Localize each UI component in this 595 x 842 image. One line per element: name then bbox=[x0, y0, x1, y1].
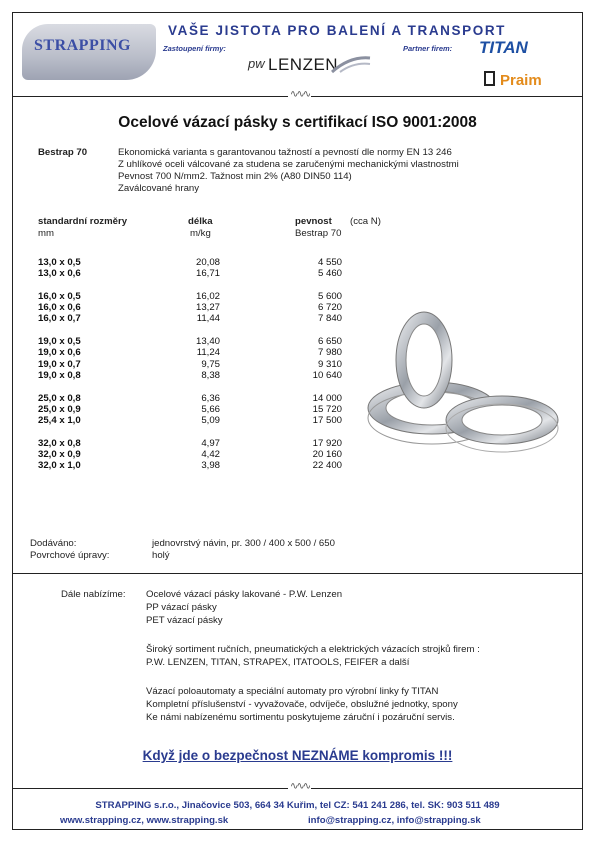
lenzen-logo: LENZEN bbox=[268, 55, 339, 74]
length-cell: 4,97 bbox=[201, 437, 220, 449]
length-cell: 16,02 bbox=[195, 291, 220, 302]
offer-automation-line: Ke námi nabízenému sortimentu poskytujeme záruční i pozáruční servis. bbox=[146, 712, 455, 723]
offer-item: PP vázací pásky bbox=[146, 602, 217, 613]
length-cell: 3,98 bbox=[201, 460, 220, 472]
length-cell: 4,42 bbox=[201, 449, 220, 460]
surface-label: Povrchové úpravy: bbox=[30, 550, 110, 561]
length-cell: 20,08 bbox=[195, 257, 220, 268]
strength-cell: 9 310 bbox=[317, 358, 342, 370]
strapping-logo-text: STRAPPING bbox=[34, 37, 131, 54]
length-cell: 16,71 bbox=[195, 268, 220, 280]
surface-value: holý bbox=[152, 550, 170, 561]
length-cell: 5,66 bbox=[201, 403, 220, 415]
divider-ornament-icon: ∿∿∿ bbox=[290, 89, 310, 100]
col-unit-size: mm bbox=[38, 228, 54, 239]
strength-cell: 6 720 bbox=[317, 302, 342, 314]
delivery-label: Dodáváno: bbox=[30, 538, 77, 549]
footer-email-link[interactable]: info@strapping.cz, info@strapping.sk bbox=[308, 815, 481, 826]
strength-cell: 10 640 bbox=[312, 369, 342, 381]
strength-cell: 7 980 bbox=[317, 347, 342, 359]
size-cell: 25,4 x 1,0 bbox=[38, 415, 81, 426]
product-name: Bestrap 70 bbox=[38, 147, 88, 158]
product-desc-line: Z uhlíkové oceli válcované za studena se zaručenými mechanickými vlastnostmi bbox=[118, 159, 459, 170]
strength-cell: 5 460 bbox=[317, 268, 342, 280]
size-cell: 19,0 x 0,8 bbox=[38, 369, 81, 381]
size-cell: 13,0 x 0,5 bbox=[38, 257, 81, 268]
strength-cell: 6 650 bbox=[317, 336, 342, 348]
col-header-strength: pevnost bbox=[295, 216, 332, 227]
offer-automation-line: Kompletní příslušenství - vyvažovače, odvíječe, obslužné jednotky, spony bbox=[146, 699, 458, 710]
size-cell: 32,0 x 1,0 bbox=[38, 460, 81, 472]
strength-cell: 14 000 bbox=[312, 392, 342, 404]
length-cell: 8,38 bbox=[201, 369, 220, 381]
offer-automation-line: Vázací poloautomaty a speciální automaty pro výrobní linky fy TITAN bbox=[146, 686, 439, 697]
offer-item: PET vázací pásky bbox=[146, 615, 223, 626]
offer-item: Ocelové vázací pásky lakované - P.W. Lenzen bbox=[146, 589, 343, 600]
strength-cell: 7 840 bbox=[317, 313, 342, 325]
col-header-length: délka bbox=[188, 216, 213, 227]
page-title: Ocelové vázací pásky s certifikací ISO 9001:2008 bbox=[118, 114, 477, 131]
col-header-size: standardní rozměry bbox=[38, 216, 128, 227]
col-unit-length: m/kg bbox=[190, 228, 211, 239]
titan-logo: TITAN bbox=[479, 38, 528, 57]
col-unit-strength: Bestrap 70 bbox=[295, 228, 342, 239]
footer-address: STRAPPING s.r.o., Jinačovice 503, 664 34 Kuřim, tel CZ: 541 241 286, tel. SK: 903 511 489 bbox=[95, 800, 500, 811]
partner-label: Partner firem: bbox=[403, 44, 453, 53]
size-cell: 19,0 x 0,5 bbox=[38, 336, 81, 348]
section-divider bbox=[12, 573, 583, 574]
strength-cell: 22 400 bbox=[312, 460, 342, 472]
size-cell: 13,0 x 0,6 bbox=[38, 268, 81, 280]
steel-coils-image bbox=[362, 300, 562, 470]
represented-label: Zastoupení firmy: bbox=[163, 44, 226, 53]
strength-cell: 20 160 bbox=[312, 449, 342, 460]
size-cell: 25,0 x 0,8 bbox=[38, 392, 81, 404]
strength-cell: 15 720 bbox=[312, 403, 342, 415]
product-desc-line: Ekonomická varianta s garantovanou tažností a pevností dle normy EN 13 246 bbox=[118, 147, 452, 158]
size-cell: 19,0 x 0,6 bbox=[38, 347, 81, 359]
col-header-strength-unit: (cca N) bbox=[350, 216, 381, 227]
delivery-value: jednovrstvý návin, pr. 300 / 400 x 500 / 650 bbox=[152, 538, 335, 549]
table-row bbox=[0, 257, 595, 268]
length-cell: 11,24 bbox=[196, 347, 220, 359]
product-desc-line: Zaválcované hrany bbox=[118, 183, 200, 194]
size-cell: 25,0 x 0,9 bbox=[38, 403, 81, 415]
size-cell: 32,0 x 0,9 bbox=[38, 449, 81, 460]
offer-tools-line: P.W. LENZEN, TITAN, STRAPEX, ITATOOLS, FEIFER a další bbox=[146, 657, 410, 668]
lenzen-swoosh-icon bbox=[330, 54, 372, 74]
length-cell: 13,27 bbox=[195, 302, 220, 314]
divider-ornament-icon: ∿∿∿ bbox=[290, 781, 310, 792]
offer-tools-line: Široký sortiment ručních, pneumatických a elektrických vázacích strojků firem : bbox=[146, 644, 480, 655]
offer-label: Dále nabízíme: bbox=[61, 589, 126, 600]
size-cell: 16,0 x 0,5 bbox=[38, 291, 81, 302]
length-cell: 9,75 bbox=[201, 358, 220, 370]
lenzen-logo-prefix: pw bbox=[248, 56, 265, 71]
length-cell: 6,36 bbox=[201, 392, 220, 404]
size-cell: 16,0 x 0,6 bbox=[38, 302, 81, 314]
table-row bbox=[0, 268, 595, 279]
strength-cell: 17 920 bbox=[312, 437, 342, 449]
size-cell: 19,0 x 0,7 bbox=[38, 358, 81, 370]
size-cell: 32,0 x 0,8 bbox=[38, 437, 81, 449]
footer-web-link[interactable]: www.strapping.cz, www.strapping.sk bbox=[60, 815, 229, 826]
praim-logo-icon bbox=[484, 71, 495, 86]
strength-cell: 17 500 bbox=[312, 415, 342, 426]
strength-cell: 4 550 bbox=[317, 257, 342, 268]
praim-logo: Praim bbox=[500, 72, 542, 89]
length-cell: 13,40 bbox=[195, 336, 220, 348]
slogan: Když jde o bezpečnost NEZNÁME kompromis !!! bbox=[142, 748, 453, 763]
product-desc-line: Pevnost 700 N/mm2. Tažnost min 2% (A80 DIN50 114) bbox=[118, 171, 352, 182]
length-cell: 5,09 bbox=[201, 415, 220, 426]
length-cell: 11,44 bbox=[196, 313, 220, 325]
header-tagline: VAŠE JISTOTA PRO BALENÍ A TRANSPORT bbox=[168, 23, 507, 38]
strength-cell: 5 600 bbox=[317, 291, 342, 302]
size-cell: 16,0 x 0,7 bbox=[38, 313, 81, 325]
